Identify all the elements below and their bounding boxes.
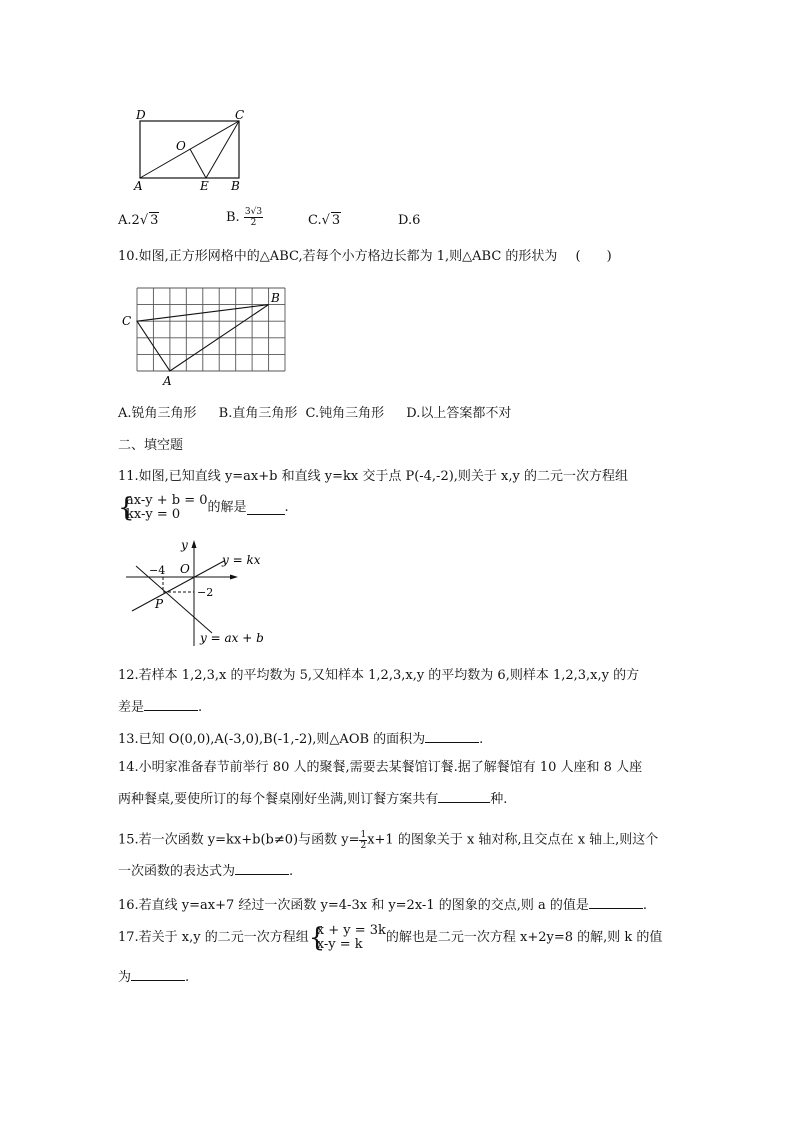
q12-question-line2: 差是 .	[118, 700, 203, 715]
svg-text:y = ax + b: y = ax + b	[200, 631, 264, 645]
svg-text:A: A	[163, 374, 172, 388]
q11-coordinate-figure	[115, 530, 290, 655]
q9-option-b: B. $\frac{3√3}{2}$	[226, 207, 263, 228]
section-title: 二、填空题	[118, 438, 184, 453]
q10-question: 10.如图,正方形网格中的△ABC,若每个小方格边长都为 1,则△ABC 的形状为 ( )	[118, 249, 612, 264]
q10-option-d: D.以上答案都不对	[406, 406, 512, 421]
svg-text:D: D	[136, 108, 146, 122]
svg-text:y = kx: y = kx	[222, 553, 261, 567]
q9-rectangle-figure	[125, 105, 255, 195]
svg-text:P: P	[155, 597, 164, 611]
answer-blank[interactable]	[438, 790, 490, 803]
q14-question-line2: 两种餐桌,要使所订的每个餐桌刚好坐满,则订餐方案共有 种.	[118, 792, 508, 807]
q17-question-line2: 为 .	[118, 970, 190, 985]
svg-text:A: A	[134, 179, 143, 193]
answer-blank[interactable]	[131, 968, 185, 981]
sqrt-icon: √	[321, 213, 330, 228]
answer-blank[interactable]	[589, 896, 643, 909]
svg-text:O: O	[180, 562, 190, 576]
sqrt-icon: √	[139, 213, 149, 228]
q9-option-d: D.6	[398, 213, 421, 228]
q10-options	[118, 406, 511, 422]
svg-text:−2: −2	[197, 586, 214, 599]
q15-question-line1: 15.若一次函数 y=kx+b(b≠0)与函数 y= $\frac{1}{2}$ x+1 的图象关于 x 轴对称,且交点在 x 轴上,则这个	[118, 830, 659, 851]
svg-text:B: B	[271, 291, 280, 305]
q17-question-line1: 17.若关于 x,y 的二元一次方程组 { x + y = 3k x-y = k 的解也是二元一次方程 x+2y=8 的解,则 k 的值	[118, 923, 663, 953]
q9-option-c: C.√ 3	[308, 213, 341, 228]
answer-blank[interactable]	[235, 862, 289, 875]
q14-question-line1: 14.小明家准备春节前举行 80 人的聚餐,需要去某餐馆订餐.据了解餐馆有 10 人座和 8 人座	[118, 760, 643, 775]
svg-text:B: B	[231, 179, 240, 193]
answer-blank[interactable]	[247, 502, 285, 515]
answer-blank[interactable]	[425, 730, 479, 743]
svg-text:E: E	[200, 179, 209, 193]
svg-text:C: C	[235, 108, 245, 122]
answer-blank[interactable]	[144, 698, 198, 711]
q16-question: 16.若直线 y=ax+7 经过一次函数 y=4-3x 和 y=2x-1 的图象的交点,则 a 的值是 .	[118, 898, 648, 913]
q15-question-line2: 一次函数的表达式为 .	[118, 864, 294, 879]
svg-text:O: O	[176, 139, 186, 153]
brace-icon: {	[118, 493, 135, 523]
equation-system: { x + y = 3k x-y = k	[308, 923, 386, 953]
q9-option-a: A.2√ 3	[118, 213, 159, 228]
brace-icon: {	[308, 923, 326, 953]
q12-question-line1: 12.若样本 1,2,3,x 的平均数为 5,又知样本 1,2,3,x,y 的平均数为 6,则样本 1,2,3,x,y 的方	[118, 668, 640, 683]
equation-system: { ax-y + b = 0 kx-y = 0	[118, 493, 208, 523]
q11-question: 11.如图,已知直线 y=ax+b 和直线 y=kx 交于点 P(-4,-2),则关于 x,y 的二元一次方程组	[118, 469, 629, 484]
q10-option-b: B.直角三角形	[218, 406, 298, 421]
q10-option-c: C.钝角三角形	[305, 406, 385, 421]
svg-text:−4: −4	[149, 564, 166, 577]
fraction: $\frac{3√3}{2}$	[244, 207, 263, 228]
q11-system-line: { ax-y + b = 0 kx-y = 0 的解是 .	[118, 493, 289, 523]
q10-option-a: A.锐角三角形	[118, 406, 197, 421]
q13-question: 13.已知 O(0,0),A(-3,0),B(-1,-2),则△AOB 的面积为 .	[118, 732, 484, 747]
q10-grid-figure	[115, 280, 295, 390]
fraction: $\frac{1}{2}$	[360, 830, 367, 851]
svg-text:C: C	[122, 314, 132, 328]
svg-text:y: y	[181, 538, 188, 552]
